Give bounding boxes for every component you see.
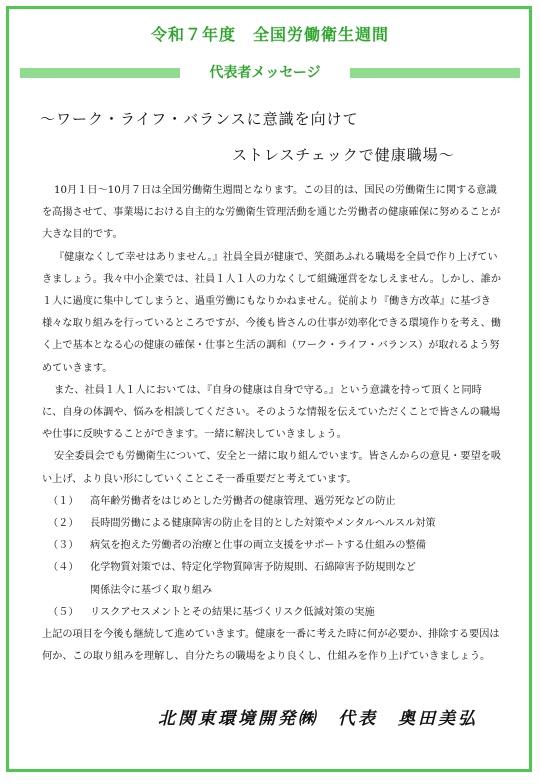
banner-label: 代表者メッセージ [209,65,321,81]
list-item-continuation: 関係法令に基づく取り組み [90,584,213,596]
banner-bar-left [20,68,180,78]
list-item: （３） 病気を抱えた労働者の治療と仕事の両立支援をサポートする仕組みの整備 [48,540,426,552]
list-item: （１） 高年齢労働者をはじめとした労働者の健康管理、過労死などの防止 [48,495,396,507]
banner-bar-right [350,68,520,78]
handwritten-signature: 北関東環境開発㈱ 代表 奥田美弘 [158,709,478,729]
message-heading-line2: ストレスチェックで健康職場～ [232,146,455,164]
paragraph-health: 『健康なくして幸せはありません。』社員全員が健康で、笑顔あふれる職場を全員で作り上げていきましょう。我々中小企業では、社員１人１人の力なくして組織運営をなしえません。しかし、誰か１人に過度に集中してしまうと、過重労働にもなりかねません。従前より『働き方改革』に基づき様々な取り組みを行っているところですが、今後も皆さんの仕事が効率化できる環境作りを考え、働く上で基本となる心の健康の確保・仕事と生活の調和（ワーク・ライフ・バランス）が取れるよう努めていきます。 [42,251,502,374]
list-item: （４） 化学物質対策では、特定化学物質障害予防規則、石綿障害予防規則など [48,562,416,574]
message-body [42,180,502,668]
paragraph-individual: また、社員１人１人においては、『自身の健康は自身で守る。』という意識を持って頂くと同時に、自身の体調や、悩みを相談してください。そのような情報を伝えていただくことで皆さんの職場や仕事に反映することができます。一緒に解決していきましょう。 [42,384,501,441]
section-banner [0,62,540,84]
message-heading-line1: ～ワーク・ライフ・バランスに意識を向けて [40,110,359,128]
list-item: （５） リスクアセスメントとその結果に基づくリスク低減対策の実施 [48,606,375,618]
paragraph-closing: 上記の項目を今後も継続して進めていきます。健康を一番に考えた時に何が必要か、排除する要因は何か、この取り組みを理解し、自分たちの職場をより良くし、仕組みを作り上げていきましょう。 [42,629,500,663]
list-item: （２） 長時間労働による健康障害の防止を目的とした対策やメンタルヘルスル対策 [48,518,436,530]
page-title: 令和７年度 全国労働衛生週間 [150,25,389,44]
paragraph-committee: 安全委員会でも労働衛生について、安全と一緒に取り組んでいます。皆さんからの意見・要望を吸い上げ、より良い形にしていくことこそ一番重要だと考えています。 [42,451,502,485]
paragraph-intro: 10月１日～10月７日は全国労働衛生週間となります。この目的は、国民の労働衛生に関する意識を高揚させて、事業場における自主的な労働衛生管理活動を通じた労働者の健康確保に努めることが大きな目的です。 [42,185,501,241]
